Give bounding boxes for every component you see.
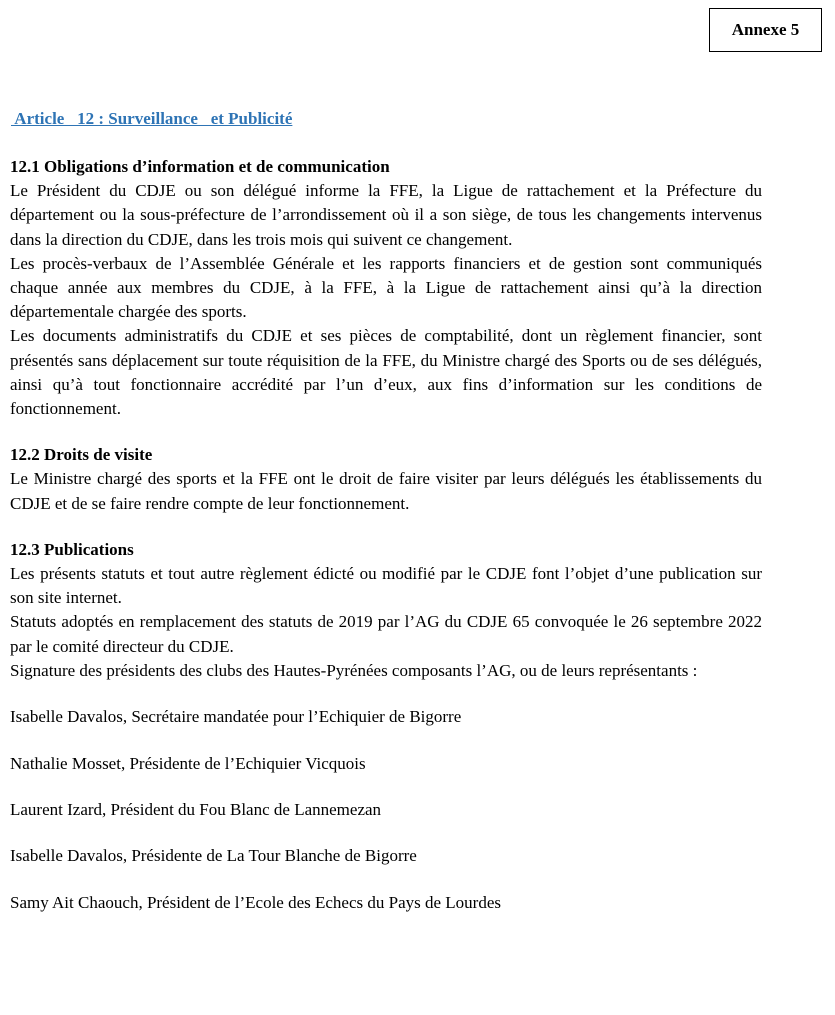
signatory-line: Isabelle Davalos, Secrétaire mandatée pour l’Echiquier de Bigorre (10, 707, 462, 727)
article-title: Article 12 : Surveillance et Publicité (11, 109, 293, 128)
section-2-paragraph: Le Ministre chargé des sports et la FFE ont le droit de faire visiter par leurs délégués les établissements du CDJE et de se faire rendre compte de leur fonctionnement. (10, 469, 762, 513)
section-3-paragraph: Les présents statuts et tout autre règlement édicté ou modifié par le CDJE font l’objet d’une publication sur son site internet. (10, 564, 762, 608)
section-1-paragraph: Les documents administratifs du CDJE et ses pièces de comptabilité, dont un règlement financier, sont présentés sans déplacement sur toute réquisition de la FFE, du Ministre chargé des Sports ou de ses délégués, ainsi qu’à tout fonctionnaire accrédité par l’un d’eux, aux fins d’information sur les conditions de fonctionnement. (10, 326, 762, 419)
section-3-paragraph: Statuts adoptés en remplacement des statuts de 2019 par l’AG du CDJE 65 convoquée le 26 septembre 2022 par le comité directeur du CDJE. (10, 612, 762, 656)
section-1-paragraph: Le Président du CDJE ou son délégué informe la FFE, la Ligue de rattachement et la Préfecture du département ou la sous-préfecture de l’arrondissement où il a son siège, de tous les changements intervenus dans la direction du CDJE, dans les trois mois qui suivent ce changement. (10, 181, 762, 249)
signatory-line: Nathalie Mosset, Présidente de l’Echiquier Vicquois (10, 753, 366, 773)
section-1-heading: 12.1 Obligations d’information et de communication (10, 157, 390, 176)
annex-label: Annexe 5 (731, 20, 800, 39)
document-body (10, 155, 762, 915)
signatory-line: Samy Ait Chaouch, Président de l’Ecole des Echecs du Pays de Lourdes (10, 892, 501, 912)
section-3-paragraph: Signature des présidents des clubs des Hautes-Pyrénées composants l’AG, ou de leurs représentants : (10, 660, 698, 680)
section-3-heading: 12.3 Publications (10, 539, 134, 559)
section-1-paragraph: Les procès-verbaux de l’Assemblée Générale et les rapports financiers et de gestion sont communiqués chaque année aux membres du CDJE, à la FFE, à la Ligue de rattachement ainsi qu’à la direction départementale chargée des sports. (10, 253, 762, 322)
section-2-heading: 12.2 Droits de visite (10, 445, 153, 465)
signatory-line: Isabelle Davalos, Présidente de La Tour Blanche de Bigorre (10, 846, 417, 866)
annex-label-box (709, 8, 822, 52)
signatory-line: Laurent Izard, Président du Fou Blanc de Lannemezan (10, 800, 382, 820)
